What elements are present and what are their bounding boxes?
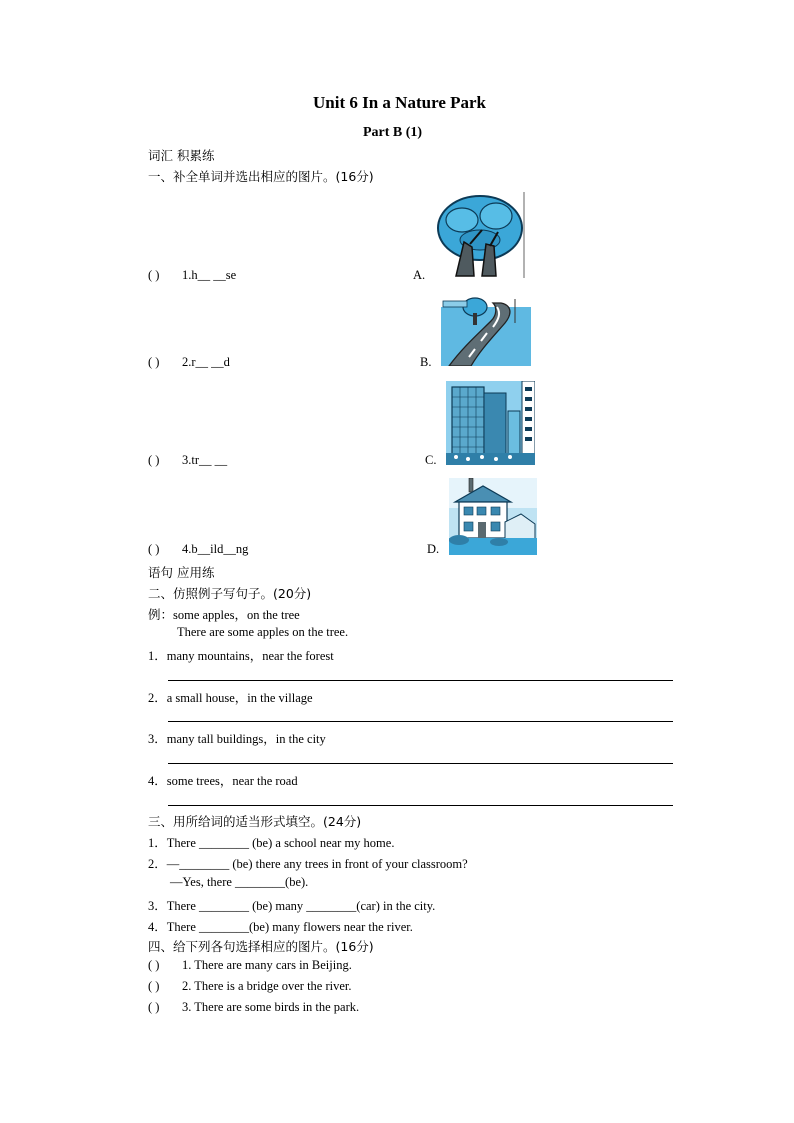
sentence-item: 3．many tall buildings，in the city — [148, 732, 326, 746]
answer-paren[interactable]: ( ) — [148, 453, 160, 467]
house-icon — [449, 478, 537, 555]
answer-paren[interactable]: ( ) — [148, 355, 160, 369]
answer-line[interactable] — [168, 721, 673, 722]
option-label-a: A. — [413, 268, 426, 282]
answer-paren[interactable]: ( ) — [148, 542, 160, 556]
section-heading-3: 三、用所给词的适当形式填空。(24分) — [148, 814, 362, 829]
answer-paren[interactable]: ( ) — [148, 958, 160, 972]
match-item: 1. There are many cars in Beijing. — [182, 958, 352, 972]
sentence-item: 4．some trees，near the road — [148, 774, 298, 788]
road-icon — [441, 293, 531, 366]
sentence-item: 2．a small house，in the village — [148, 691, 313, 705]
section-heading-1: 一、补全单词并选出相应的图片。(16分) — [148, 169, 374, 184]
vocab-item: 4.b__ild__ng — [182, 542, 249, 556]
fill-item[interactable]: 4．There ________(be) many flowers near the river. — [148, 920, 413, 934]
option-label-d: D. — [427, 542, 440, 556]
vocab-item: 2.r__ __d — [182, 355, 230, 369]
section-heading-2: 二、仿照例子写句子。(20分) — [148, 586, 312, 601]
option-label-b: B. — [420, 355, 432, 369]
answer-paren[interactable]: ( ) — [148, 1000, 160, 1014]
section-heading-4: 四、给下列各句选择相应的图片。(16分) — [148, 939, 374, 954]
fill-item[interactable]: —Yes, there ________(be). — [170, 875, 309, 889]
answer-line[interactable] — [168, 805, 673, 806]
page-title: Unit 6 In a Nature Park — [313, 93, 486, 112]
fill-item[interactable]: 2．—________ (be) there any trees in front of your classroom? — [148, 857, 468, 871]
match-item: 2. There is a bridge over the river. — [182, 979, 352, 993]
answer-line[interactable] — [168, 680, 673, 681]
answer-paren[interactable]: ( ) — [148, 268, 160, 282]
category-vocab: 词汇 积累练 — [148, 148, 215, 163]
answer-line[interactable] — [168, 763, 673, 764]
buildings-icon — [446, 381, 535, 465]
answer-paren[interactable]: ( ) — [148, 979, 160, 993]
fill-item[interactable]: 1．There ________ (be) a school near my home. — [148, 836, 395, 850]
vocab-item: 3.tr__ __ — [182, 453, 228, 467]
page-subtitle: Part B (1) — [363, 125, 423, 140]
example-prompt: 例：some apples，on the tree — [148, 608, 300, 622]
vocab-item: 1.h__ __se — [182, 268, 237, 282]
sentence-item: 1．many mountains，near the forest — [148, 649, 334, 663]
tree-icon — [434, 192, 526, 278]
match-item: 3. There are some birds in the park. — [182, 1000, 360, 1014]
example-answer: There are some apples on the tree. — [177, 625, 349, 639]
fill-item[interactable]: 3．There ________ (be) many ________(car) in the city. — [148, 899, 436, 913]
option-label-c: C. — [425, 453, 437, 467]
category-sentence: 语句 应用练 — [148, 565, 215, 580]
